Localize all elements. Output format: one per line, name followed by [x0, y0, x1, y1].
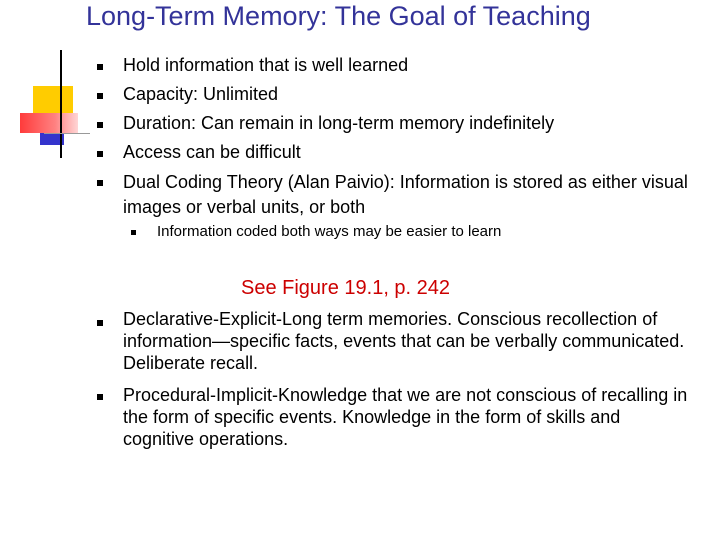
horizontal-rule — [44, 133, 90, 134]
slide-title: Long-Term Memory: The Goal of Teaching — [86, 1, 591, 31]
sub-bullet-marker — [131, 230, 136, 235]
bullet-marker — [97, 320, 103, 326]
bullet-marker — [97, 122, 103, 128]
bullet-item: Dual Coding Theory (Alan Paivio): Information is stored as either visual images or verbal units, or both — [123, 172, 688, 217]
bullet-marker — [97, 394, 103, 400]
bullet-item: Access can be difficult — [123, 142, 301, 162]
bullet-marker — [97, 64, 103, 70]
bullet-item: Hold information that is well learned — [123, 55, 409, 75]
bullet-item: Capacity: Unlimited — [123, 84, 279, 104]
figure-reference: See Figure 19.1, p. 242 — [241, 277, 451, 299]
red-bar — [20, 113, 78, 133]
vertical-rule — [60, 50, 62, 158]
bullet-marker — [97, 151, 103, 157]
bullet-marker — [97, 180, 103, 186]
sub-bullet-item: Information coded both ways may be easier to learn — [157, 223, 502, 240]
bullet-item: Duration: Can remain in long-term memory indefinitely — [123, 113, 555, 133]
bullet-marker — [97, 93, 103, 99]
bullet-item: Procedural-Implicit-Knowledge that we are not conscious of recalling in the form of specific events. Knowledge in the form of skills and cognitive operations. — [123, 385, 688, 449]
bullet-item: Declarative-Explicit-Long term memories. Conscious recollection of information—specific facts, events that can be verbally communicated. Deliberate recall. — [123, 309, 685, 373]
